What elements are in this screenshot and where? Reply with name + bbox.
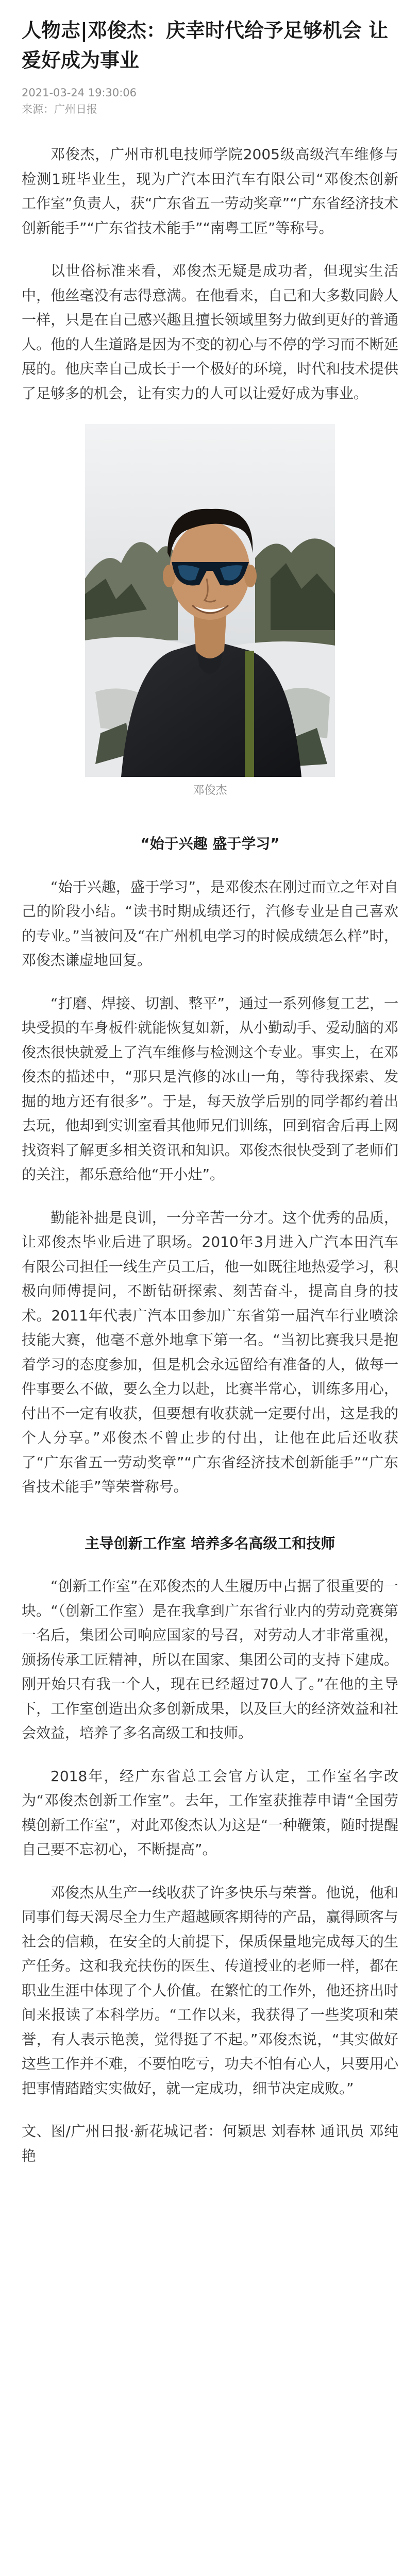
section-heading: “始于兴趣 盛于学习”	[140, 835, 280, 852]
section-paragraph: “始于兴趣，盛于学习”，是邓俊杰在刚过而立之年对自己的阶段小结。“读书时期成绩还行，汽修专业是自己喜欢的专业。”当被问及“在广州机电学习的时候成绩怎么样”时，邓俊杰谦虚地回复。	[22, 878, 398, 969]
article-meta	[22, 84, 398, 117]
photo-caption: 邓俊杰	[193, 784, 227, 797]
section-paragraph: 邓俊杰从生产一线收获了许多快乐与荣誉。他说，他和同事们每天渴尽全力生产超越顾客期待的产品，赢得顾客与社会的信赖，在安全的大前提下，保质保量地完成每天的生产任务。这和我充扶伤的医生、传道授业的老师一样，都在职业生涯中体现了个人价值。在繁忙的工作外，他还挤出时间来报读了本科学历。“工作以来，我获得了一些奖项和荣誉，有人表示艳羡，觉得挺了不起。”邓俊杰说，“其实做好这些工作并不难，不要怕吃亏，功夫不怕有心人，只要用心把事情踏踏实实做好，就一定成功，细节决定成败。”	[22, 1884, 398, 2097]
article-source: 来源：广州日报	[22, 103, 97, 115]
publish-date: 2021-03-24 19:30:06	[22, 87, 137, 99]
section-heading: 主导创新工作室 培养多名高级工和技师	[85, 1534, 335, 1552]
intro-paragraph: 邓俊杰，广州市机电技师学院2005级高级汽车维修与检测1班毕业生，现为广汽本田汽车有限公司“邓俊杰创新工作室”负责人，获“广东省五一劳动奖章”“广东省经济技术创新能手”“广东省技术能手”“南粤工匠”等称号。	[22, 146, 398, 236]
article-title: 人物志|邓俊杰：庆幸时代给予足够机会 让爱好成为事业	[22, 19, 389, 72]
intro-paragraph: 以世俗标准来看，邓俊杰无疑是成功者，但现实生活中，他丝毫没有志得意满。在他看来，自己和大多数同龄人一样，只是在自己感兴趣且擅长领域里努力做到更好的普通人。他的人生道路是因为不变的初心与不停的学习而不断延展的。他庆幸自己成长于一个极好的环境，时代和技术提供了足够多的机会，让有实力的人可以让爱好成为事业。	[22, 262, 398, 402]
section-paragraph: “打磨、焊接、切割、整平”，通过一系列修复工艺，一块受损的车身板件就能恢复如新，从小勤动手、爱动脑的邓俊杰很快就爱上了汽车维修与检测这个专业。事实上，在邓俊杰的描述中，“那只是汽修的冰山一角，等待我探索、发掘的地方还有很多”。于是，每天放学后别的同学都约着出去玩，他却到实训室看其他师兄们训练，回到宿舍后再上网找资料了解更多相关资讯和知识。邓俊杰很快受到了老师们的关注，都乐意给他“开小灶”。	[22, 994, 398, 1183]
portrait-photo	[85, 424, 335, 777]
section-paragraph: 2018年，经广东省总工会官方认定，工作室名字改为“邓俊杰创新工作室”。去年，工作室获推荐申请“全国劳模创新工作室”，对此邓俊杰认为这是“一种鞭策，随时提醒自己要不忘初心，不断提高”。	[22, 1767, 398, 1858]
portrait-figure	[85, 424, 335, 800]
section-paragraph: “创新工作室”在邓俊杰的人生履历中占据了很重要的一块。“（创新工作室）是在我拿到广东省行业内的劳动竞赛第一名后，集团公司响应国家的号召，对劳动人才非常重视，颁扬传承工匠精神，所以在国家、集团公司的支持下建成。刚开始只有我一个人，现在已经超过70人了。”在他的主导下，工作室创造出众多创新成果，以及巨大的经济效益和社会效益，培养了多名高级工和技师。	[22, 1578, 398, 1741]
section-paragraph: 勤能补拙是良训，一分辛苦一分才。这个优秀的品质，让邓俊杰毕业后进了职场。2010年3月进入广汽本田汽车有限公司担任一线生产员工后，他一如既往地热爱学习，积极向师傅提问，不断钻研探索、刻苦奋斗，提高自身的技术。2011年代表广汽本田参加广东省第一届汽车行业喷涂技能大赛，他毫不意外地拿下第一名。“当初比赛我只是抱着学习的态度参加，但是机会永远留给有准备的人，做每一件事要么不做，要么全力以赴，比赛半常心，训练多用心，付出不一定有收获，但要想有收获就一定要付出，这是我的个人分享。”邓俊杰不曾止步的付出，让他在此后还收获了“广东省五一劳动奖章”“广东省经济技术创新能手”“广东省技术能手”等荣誉称号。	[22, 1209, 398, 1495]
article-credit: 文、图/广州日报·新花城记者：何颖思 刘春林 通讯员 邓纯艳	[22, 2123, 398, 2164]
